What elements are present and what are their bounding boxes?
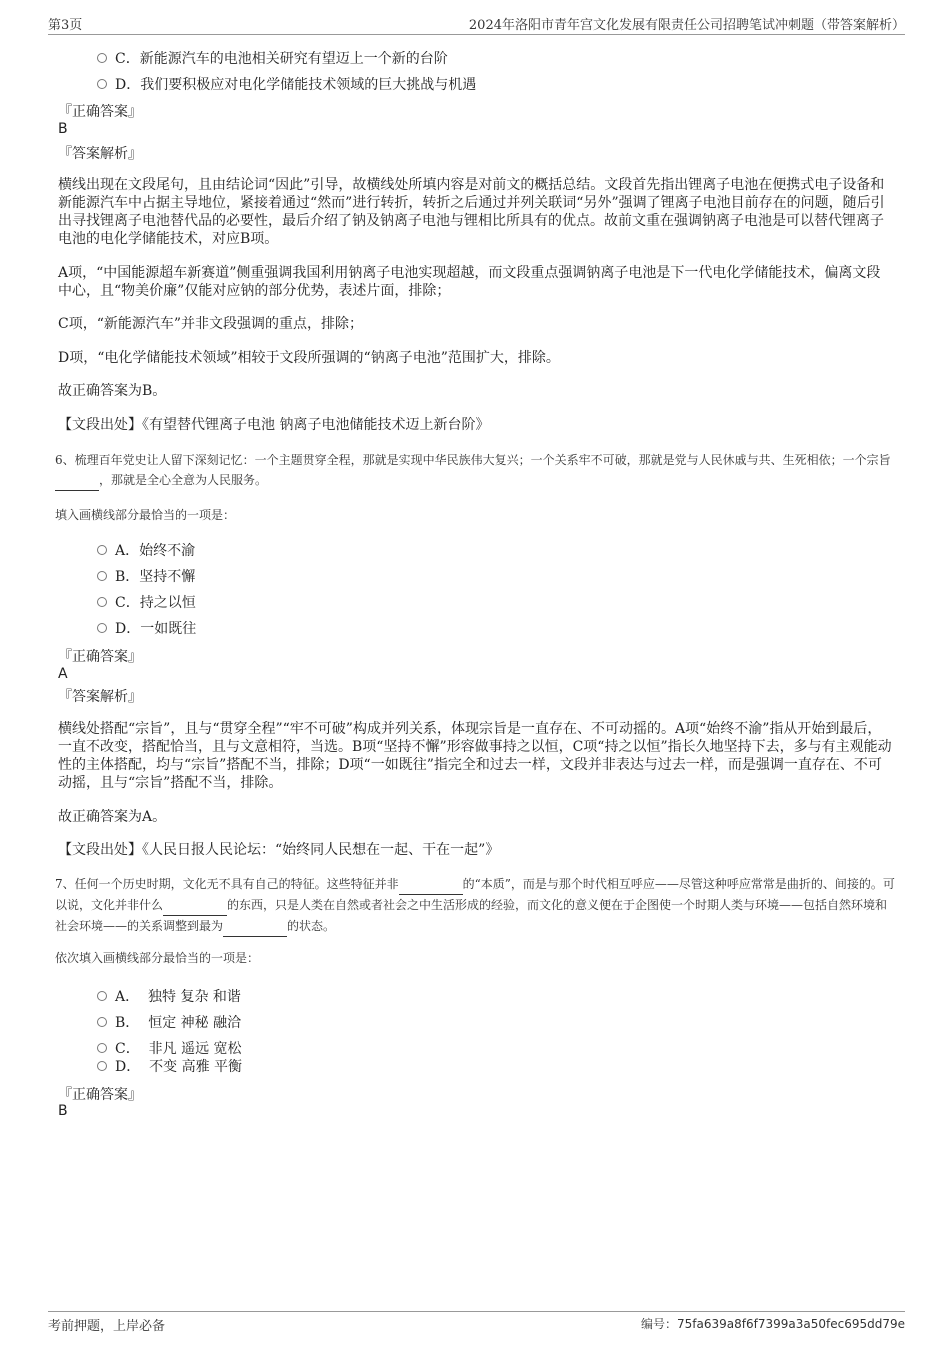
q5-analysis-para: C项，“新能源汽车”并非文段强调的重点，排除；	[58, 316, 364, 332]
q6-conclusion: 故正确答案为A。	[58, 809, 167, 825]
q5-answer: B	[58, 121, 68, 137]
answer-blank	[163, 895, 227, 916]
q6-option-c[interactable]: C．持之以恒	[97, 592, 196, 612]
q7-stem: 7、任何一个历史时期，文化无不具有自己的特征。这些特征并非 的“本质”，而是与那个时代相互呼应——尽管这种呼应常常是曲折的、间接的。可以说，文化并非什么 的东西，只是人类在自然或者社会之中生活形成的经验，而文化的意义便在于企图使一个时期人类与环境——包括自然环境和社会环境——的关系调整到最为 的状态。	[55, 874, 897, 937]
document-title: 2024年洛阳市青年宫文化发展有限责任公司招聘笔试冲刺题（带答案解析）	[468, 18, 905, 33]
q5-source: 【文段出处】《有望替代锂离子电池 钠离子电池储能技术迈上新台阶》	[58, 417, 490, 433]
q5-analysis-para: D项，“电化学储能技术领域”相较于文段所强调的“钠离子电池”范围扩大，排除。	[58, 350, 560, 366]
radio-icon[interactable]	[97, 1061, 107, 1071]
q6-source: 【文段出处】《人民日报人民论坛：“始终同人民想在一起、干在一起”》	[58, 842, 500, 858]
q6-prompt: 填入画横线部分最恰当的一项是：	[55, 508, 236, 522]
q5-conclusion: 故正确答案为B。	[58, 383, 167, 399]
page-footer	[48, 1311, 905, 1334]
radio-icon[interactable]	[97, 597, 107, 607]
q6-answer-label: 『正确答案』	[58, 649, 142, 665]
q6-analysis-para: 横线处搭配“宗旨”，且与“贯穿全程”“牢不可破”构成并列关系，体现宗旨是一直存在、不可动摇的。A项“始终不渝”指从开始到最后，一直不改变，搭配恰当，且与文意相符，当选。B项“坚持不懈”形容做事持之以恒，C项“持之以恒”指长久地坚持下去，多与有主观能动性的主体搭配，均与“宗旨”搭配不当，排除；D项“一如既往”指完全和过去一样，文段并非表达与过去一样，而是强调一直存在、不可动摇，且与“宗旨”搭配不当，排除。	[58, 721, 892, 791]
q6-option-a[interactable]: A．始终不渝	[97, 540, 195, 560]
footer-slogan: 考前押题，上岸必备	[48, 1319, 166, 1334]
document-id: 编号：75fa639a8f6f7399a3a50fec695dd79e	[641, 1317, 905, 1331]
q5-analysis-label: 『答案解析』	[58, 146, 142, 162]
q7-option-d[interactable]: D． 不变 高雅 平衡	[97, 1056, 242, 1076]
page-number: 第3页	[48, 18, 83, 33]
q7-option-b[interactable]: B． 恒定 神秘 融洽	[97, 1012, 241, 1032]
q7-answer-label: 『正确答案』	[58, 1087, 142, 1103]
q6-answer: A	[58, 666, 68, 682]
q5-option-d[interactable]: D．我们要积极应对电化学储能技术领域的巨大挑战与机遇	[97, 74, 476, 94]
q6-option-b[interactable]: B．坚持不懈	[97, 566, 195, 586]
radio-icon[interactable]	[97, 571, 107, 581]
page-header	[48, 12, 905, 35]
radio-icon[interactable]	[97, 545, 107, 555]
q5-answer-label: 『正确答案』	[58, 104, 142, 120]
radio-icon[interactable]	[97, 53, 107, 63]
q5-analysis-para: A项，“中国能源超车新赛道”侧重强调我国利用钠离子电池实现超越，而文段重点强调钠离子电池是下一代电化学储能技术，偏离文段中心，且“物美价廉”仅能对应钠的部分优势，表述片面，排除；	[58, 265, 881, 299]
radio-icon[interactable]	[97, 991, 107, 1001]
answer-blank	[55, 470, 99, 491]
radio-icon[interactable]	[97, 79, 107, 89]
q7-answer: B	[58, 1103, 68, 1119]
radio-icon[interactable]	[97, 1043, 107, 1053]
answer-blank	[223, 916, 287, 937]
q7-prompt: 依次填入画横线部分最恰当的一项是：	[55, 951, 260, 965]
q6-option-d[interactable]: D．一如既往	[97, 618, 196, 638]
q5-option-c[interactable]: C．新能源汽车的电池相关研究有望迈上一个新的台阶	[97, 48, 448, 68]
q6-analysis-label: 『答案解析』	[58, 689, 142, 705]
answer-blank	[399, 874, 463, 895]
q5-analysis-para: 横线出现在文段尾句，且由结论词“因此”引导，故横线处所填内容是对前文的概括总结。文段首先指出锂离子电池在便携式电子设备和新能源汽车中占据主导地位，紧接着通过“然而”进行转折，转折之后通过并列关联词“另外”强调了锂离子电池目前存在的问题，随后引出寻找锂离子电池替代品的必要性，最后介绍了钠及钠离子电池与锂相比所具有的优点。故前文重在强调钠离子电池是可以替代锂离子电池的电化学储能技术，对应B项。	[58, 177, 885, 247]
radio-icon[interactable]	[97, 1017, 107, 1027]
q7-option-a[interactable]: A． 独特 复杂 和谐	[97, 986, 241, 1006]
q7-option-c[interactable]: C． 非凡 遥远 宽松	[97, 1038, 242, 1058]
radio-icon[interactable]	[97, 623, 107, 633]
q6-stem: 6、梳理百年党史让人留下深刻记忆：一个主题贯穿全程，那就是实现中华民族伟大复兴；一个关系牢不可破，那就是党与人民休戚与共、生死相依；一个宗旨 ，那就是全心全意为人民服务。	[55, 450, 897, 491]
